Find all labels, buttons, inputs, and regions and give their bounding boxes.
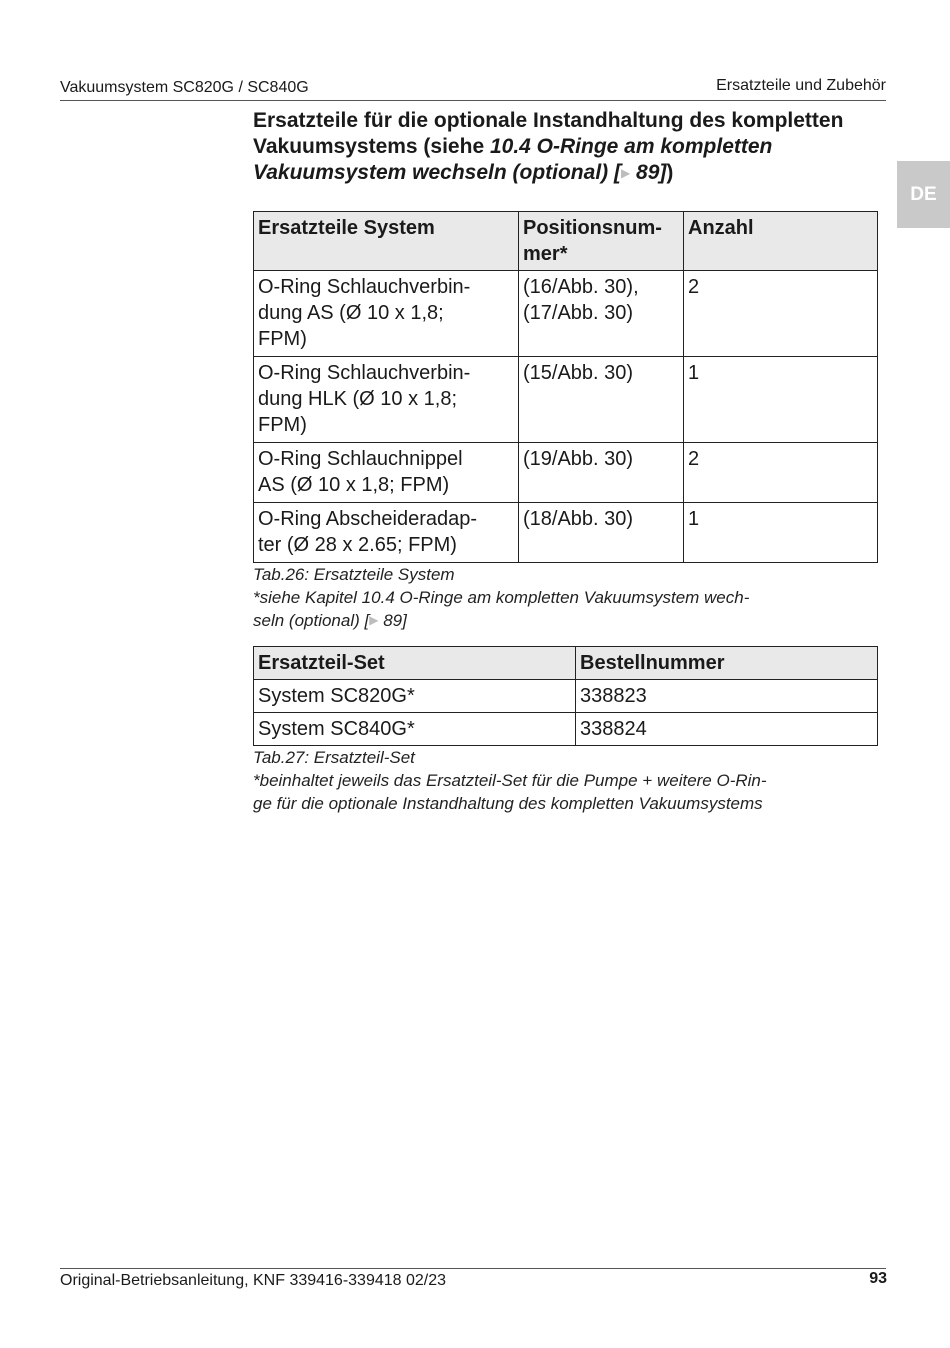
table-header-row <box>254 647 878 680</box>
table-cell: (19/Abb. 30) <box>519 443 684 503</box>
triangle-right-icon: ▶ <box>369 613 379 627</box>
header-divider <box>60 100 886 101</box>
section-cross-reference-text: 10.4 O-Ringe am kompletten Vakuumsystem wechseln (optional) [ <box>253 135 773 184</box>
table-header-row <box>254 212 878 271</box>
spare-parts-system-table <box>253 211 878 563</box>
table-cell: 338824 <box>576 713 878 746</box>
table-cell: 2 <box>684 271 878 357</box>
table-cell: O-Ring Schlauchverbin- dung HLK (Ø 10 x 1,8; FPM) <box>254 357 519 443</box>
table-cell: O-Ring Abscheideradap- ter (Ø 28 x 2.65; FPM) <box>254 503 519 563</box>
table-footnote-text: *siehe Kapitel 10.4 O-Ringe am kompletten Vakuumsystem wech- seln (optional) [ <box>253 588 750 630</box>
table-cell: 1 <box>684 503 878 563</box>
table-caption: Tab.27: Ersatzteil-Set <box>253 748 415 767</box>
section-title-text: Ersatzteile für die optionale Instandhaltung des kompletten Vakuumsystems (siehe <box>253 109 844 158</box>
section-cross-reference-page: 89] <box>630 161 667 184</box>
header-position-number: Positionsnum- mer* <box>523 217 662 265</box>
table-row <box>254 503 878 563</box>
table-header-cell: Ersatzteil-Set <box>254 647 576 680</box>
table-header-cell: Bestellnummer <box>576 647 878 680</box>
table-footnote-page: 89] <box>378 611 407 630</box>
header-doc-title: Vakuumsystem SC820G / SC840G <box>60 79 309 96</box>
table-row <box>254 357 878 443</box>
table-cell: O-Ring Schlauchnippel AS (Ø 10 x 1,8; FPM) <box>254 443 519 503</box>
footer-doc-reference: Original-Betriebsanleitung, KNF 339416-339418 02/23 <box>60 1272 447 1289</box>
table-cell: (16/Abb. 30), (17/Abb. 30) <box>519 271 684 357</box>
section-title-end: ) <box>666 161 674 184</box>
table-cell: 1 <box>684 357 878 443</box>
table-cell: System SC840G* <box>254 713 576 746</box>
table-row <box>254 271 878 357</box>
table-row <box>254 713 878 746</box>
table-caption: Tab.26: Ersatzteile System <box>253 565 455 584</box>
table-cell: System SC820G* <box>254 680 576 713</box>
table-cell: (15/Abb. 30) <box>519 357 684 443</box>
spare-parts-set-table <box>253 646 878 746</box>
table-header-cell: Ersatzteile System <box>254 212 519 271</box>
language-tab: DE <box>897 161 950 228</box>
table-cell: O-Ring Schlauchverbin- dung AS (Ø 10 x 1,8; FPM) <box>254 271 519 357</box>
table-cell: 338823 <box>576 680 878 713</box>
header-chapter: Ersatzteile und Zubehör <box>716 77 886 94</box>
table-cell: 2 <box>684 443 878 503</box>
table-footnote: *beinhaltet jeweils das Ersatzteil-Set für die Pumpe + weitere O-Rin- ge für die optionale Instandhaltung des kompletten Vakuumsystems <box>253 771 767 813</box>
section-title <box>253 108 877 188</box>
table-cell: (18/Abb. 30) <box>519 503 684 563</box>
table-row <box>254 443 878 503</box>
table-row <box>254 680 878 713</box>
footer-divider <box>60 1268 886 1269</box>
main-content <box>253 108 877 815</box>
table-footnote <box>253 586 877 634</box>
triangle-right-icon: ▶ <box>620 166 631 180</box>
table-header-cell <box>519 212 684 271</box>
page-number: 93 <box>869 1270 887 1287</box>
table-header-cell: Anzahl <box>684 212 878 271</box>
